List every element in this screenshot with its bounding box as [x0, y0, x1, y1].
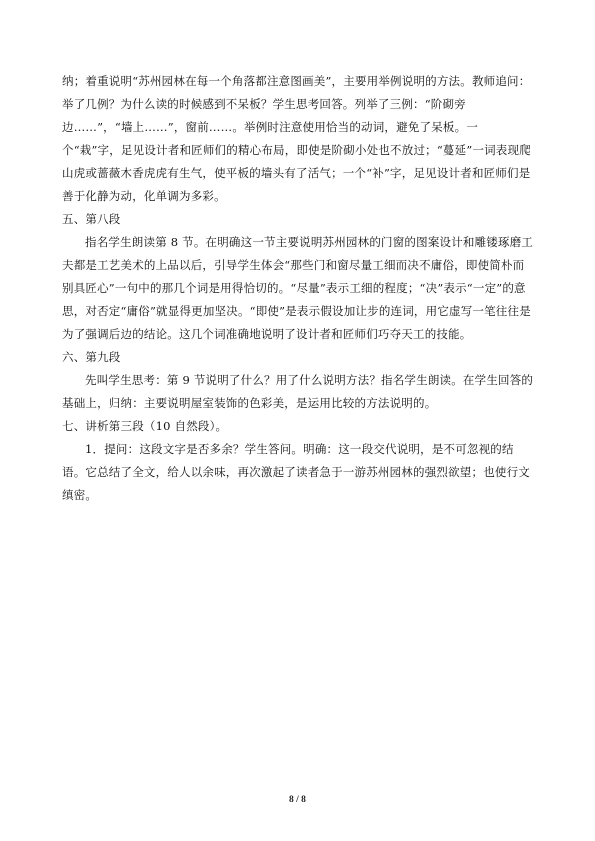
page-number: 8 / 8 — [289, 795, 306, 805]
paragraph-doors-windows: 指名学生朗读第 8 节。在明确这一节主要说明苏州园林的门窗的图案设计和雕镂琢磨工夫都是工艺美术的上品以后，引导学生体会“那些门和窗尽量工细而决不庸俗，即使简朴而别具匠心”一句中的那几个词是用得恰切的。“尽量”表示工细的程度；“决”表示“一定”的意思，对否定“庸俗”就显得更加坚决。“即使”是表示假设加让步的连词，用它虚写一笔往往是为了强调后边的结论。这几个词准确地说明了设计者和匠师们巧夺天工的技能。 — [62, 235, 534, 341]
paragraph-room-colors: 先叫学生思考：第 9 节说明了什么？用了什么说明方法？指名学生朗读。在学生回答的基础上，归纳：主要说明屋室装饰的色彩美，是运用比较的方法说明的。 — [62, 373, 534, 410]
section-heading-ninth: 六、第九段 — [62, 350, 121, 364]
paragraph-conclusion-question: 1．提问：这段文字是否多余？学生答问。明确：这一段交代说明，是不可忽视的结语。它总结了全文，给人以余味，再次激起了读者急于一游苏州园林的强烈欲望；也使行文缜密。 — [62, 442, 530, 502]
document-body — [62, 70, 534, 507]
section-heading-third-part: 七、讲析第三段（10 自然段）。 — [62, 419, 228, 433]
section-heading-eighth: 五、第八段 — [62, 212, 121, 226]
paragraph-garden-examples: 纳；着重说明“苏州园林在每一个角落都注意图画美”，主要用举例说明的方法。教师追问：举了几例？为什么读的时候感到不呆板？学生思考回答。列举了三例：“阶砌旁边……”，“墙上……”，窗前……。举例时注意使用恰当的动词，避免了呆板。一个“栽”字，足见设计者和匠师们的精心布局，即使是阶砌小处也不放过；“蔓延”一词表现爬山虎或蔷薇木香虎虎有生气，使平板的墙头有了活气；一个“补”字，足见设计者和匠师们是善于化静为动，化单调为多彩。 — [62, 74, 531, 203]
